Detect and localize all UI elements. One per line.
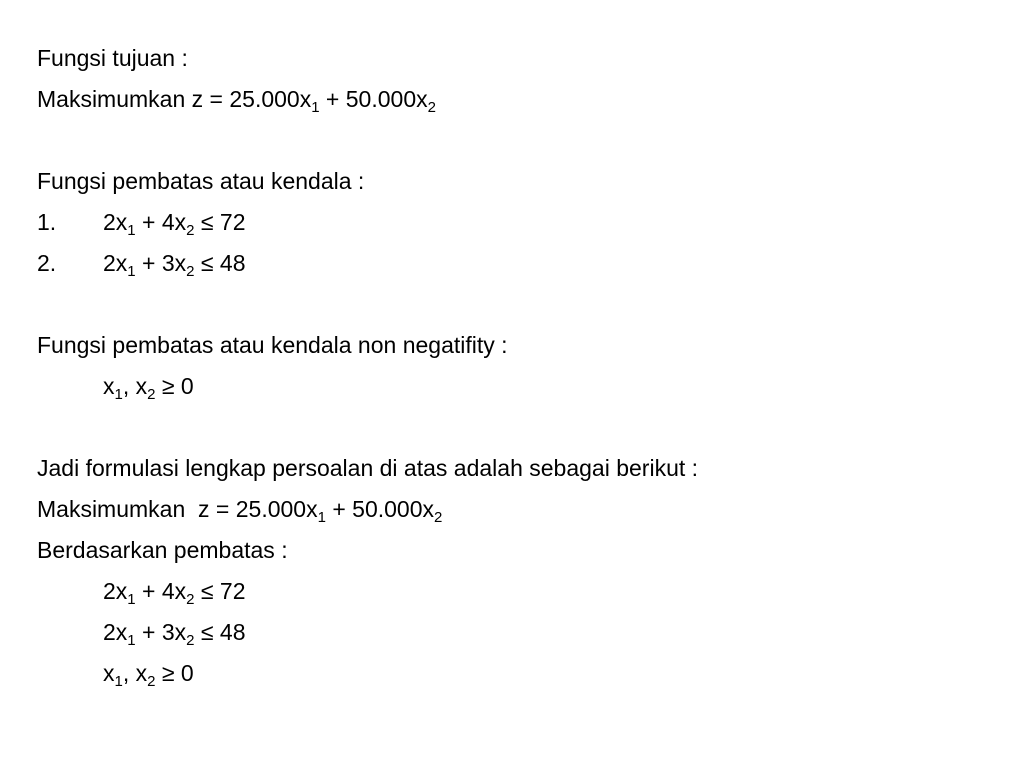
summary-constraint-2 — [37, 612, 997, 653]
subscript: 2 — [186, 263, 195, 280]
subscript: 1 — [317, 509, 326, 526]
summary-constraint-1 — [37, 571, 997, 612]
term: ≤ 72 — [194, 578, 246, 604]
nonneg-constraint — [37, 366, 997, 407]
term: 2x — [103, 250, 128, 276]
term: ≤ 72 — [194, 209, 246, 235]
term: 2x — [103, 578, 128, 604]
summary-objective — [37, 489, 997, 530]
subscript: 1 — [127, 263, 136, 280]
term: + 3x — [135, 250, 187, 276]
term: + 4x — [135, 578, 187, 604]
subscript: 1 — [127, 591, 136, 608]
term: 2x — [103, 209, 128, 235]
term: ≥ 0 — [155, 660, 194, 686]
spacer — [37, 407, 997, 448]
objective-heading: Fungsi tujuan : — [37, 45, 188, 71]
subscript: 2 — [186, 591, 195, 608]
term: x — [103, 660, 115, 686]
term: x — [103, 373, 115, 399]
summary-heading: Jadi formulasi lengkap persoalan di atas adalah sebagai berikut : — [37, 455, 699, 481]
objective-sub-1: 1 — [311, 99, 320, 116]
slide-content — [37, 38, 997, 694]
term: ≥ 0 — [155, 373, 194, 399]
term: 2x — [103, 619, 128, 645]
spacer — [37, 284, 997, 325]
subscript: 2 — [147, 386, 156, 403]
subject-to-heading: Berdasarkan pembatas : — [37, 537, 288, 563]
term: , x — [122, 660, 148, 686]
nonneg-heading: Fungsi pembatas atau kendala non negatifity : — [37, 332, 508, 358]
subscript: 1 — [127, 222, 136, 239]
subscript: 2 — [186, 222, 195, 239]
constraint-number: 1. — [37, 209, 57, 235]
term: + 50.000x — [325, 496, 434, 522]
subscript: 1 — [114, 673, 123, 690]
subscript: 2 — [186, 632, 195, 649]
subscript: 2 — [147, 673, 156, 690]
summary-nonneg — [37, 653, 997, 694]
constraint-1 — [37, 202, 997, 243]
term: ≤ 48 — [194, 250, 246, 276]
term: ≤ 48 — [194, 619, 246, 645]
subscript: 2 — [434, 509, 443, 526]
objective-prefix: Maksimumkan z = 25.000x — [37, 86, 312, 112]
subscript: 1 — [114, 386, 123, 403]
term: , x — [122, 373, 148, 399]
term: + 3x — [135, 619, 187, 645]
term: Maksimumkan z = 25.000x — [37, 496, 318, 522]
constraints-heading: Fungsi pembatas atau kendala : — [37, 168, 365, 194]
objective-function — [37, 79, 997, 120]
spacer — [37, 120, 997, 161]
objective-sub-2: 2 — [427, 99, 436, 116]
subscript: 1 — [127, 632, 136, 649]
constraint-2 — [37, 243, 997, 284]
constraint-number: 2. — [37, 250, 57, 276]
term: + 4x — [135, 209, 187, 235]
objective-mid: + 50.000x — [319, 86, 428, 112]
